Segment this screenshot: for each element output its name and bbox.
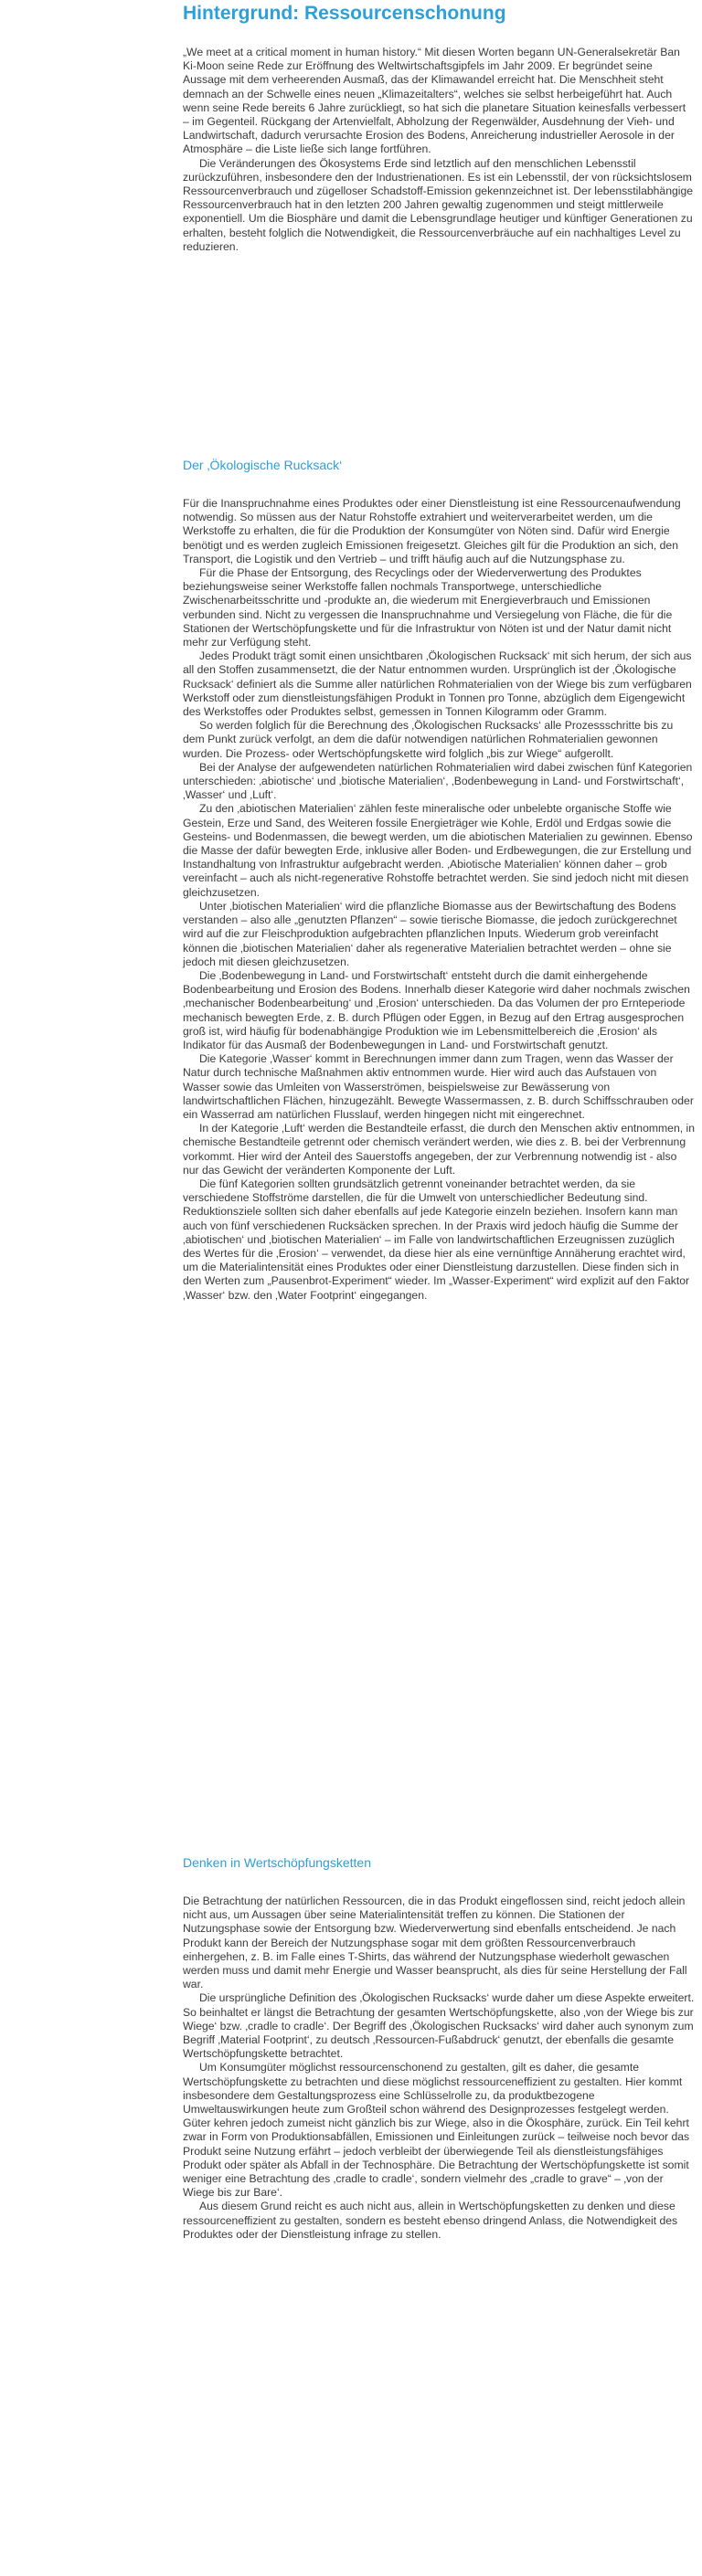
rucksack-section <box>183 457 695 1303</box>
rucksack-paragraph-11: Die fünf Kategorien sollten grundsätzlich getrennt voneinander betrachtet werden, da sie verschiedene Stoffströme darstellen, die für die Umwelt von unterschiedlicher Bedeutung sind. Reduktionsziele sollten sich daher ebenfalls auf jede Kategorie einzeln beziehen. Insofern kann man auch von fünf verschiedenen Rucksäcken sprechen. In der Praxis wird jedoch häufig die Summe der ‚abiotischen‘ und ‚biotischen Materialien‘ – im Falle von landwirtschaftlichen Erzeugnissen zuzüglich des Wertes für die ‚Erosion‘ – verwendet, da diese hier als eine vernünftige Annäherung erachtet wird, um die Materialintensität eines Produktes oder einer Dienstleistung darzustellen. Diese finden sich in den Werten zum „Pausenbrot-Experiment“ wieder. Im „Wasser-Experiment“ wird explizit auf den Faktor ‚Wasser‘ bzw. den ‚Water Footprint‘ eingegangen. <box>183 1177 690 1302</box>
rucksack-paragraph-7: Unter ‚biotischen Materialien‘ wird die pflanzliche Biomasse aus der Bewirtschaftung des Bodens verstanden – also alle „genutzten Pflanzen“ – sowie tierische Biomasse, die jedoch zurückgerechnet wird auf die zur Fleischproduktion aufgebrachten pflanzlichen Inputs. Wiederum grob vereinfacht können die ‚biotischen Materialien‘ daher als regenerative Materialien betrachtet werden – ohne sie jedoch mit diesen gleichzusetzen. <box>183 899 677 968</box>
rucksack-paragraph-5: Bei der Analyse der aufgewendeten natürlichen Rohmaterialien wird dabei zwischen fünf Kategorien unterschieden: ‚abiotische‘ und ‚biotische Materialien‘, ‚Bodenbewegung in Land- und Forstwirtschaft‘, ‚Wasser‘ und ‚Luft‘. <box>183 760 693 802</box>
rucksack-paragraph-1: Für die Inanspruchnahme eines Produktes oder einer Dienstleistung ist eine Ressourcenaufwendung notwendig. So müssen aus der Natur Rohstoffe extrahiert und weiterverarbeitet werden, um die Werkstoffe zu erhalten, die für die Produktion der Konsumgüter von Nöten sind. Dafür wird Energie benötigt und es werden zugleich Emissionen freigesetzt. Gleiches gilt für die Produktion an sich, den Transport, die Logistik und den Vertrieb – und trifft häufig auch auf die Nutzungsphase zu. <box>183 497 681 565</box>
intro-section <box>183 46 695 254</box>
rucksack-paragraph-2: Für die Phase der Entsorgung, des Recyclings oder der Wiederverwertung des Produktes beziehungsweise seiner Werkstoffe fallen nochmals Transportwege, unterschiedliche Zwischenarbeitsschritte und -produkte an, die wiederum mit Energieverbrauch und Emissionen verbunden sind. Nicht zu vergessen die Inanspruchnahme und Versiegelung von Fläche, die für die Stationen der Wertschöpfungskette und für die Infrastruktur von Nöten ist und der Natur damit nicht mehr zur Verfügung steht. <box>183 566 673 649</box>
intro-paragraph-2: Die Veränderungen des Ökosystems Erde sind letztlich auf den menschlichen Lebensstil zurückzuführen, insbesondere den der Industrienationen. Es ist ein Lebensstil, der von rücksichtslosem Ressourcenverbrauch und zügelloser Schadstoff-Emission gekennzeichnet ist. Der lebensstilabhängige Ressourcenverbrauch hat in den letzten 200 Jahren gewaltig zugenommen und steigt mittlerweile exponentiell. Um die Biosphäre und damit die Lebensgrundlage heutiger und künftiger Generationen zu erhalten, besteht folglich die Notwendigkeit, die Ressourcenverbräuche auf ein nachhaltiges Level zu reduzieren. <box>183 156 694 253</box>
rucksack-paragraph-9: Die Kategorie ‚Wasser‘ kommt in Berechnungen immer dann zum Tragen, wenn das Wasser der Natur durch technische Maßnahmen aktiv entnommen wurde. Hier wird auch das Aufstauen von Wasser sowie das Umleiten von Wasserströmen, beispielsweise zur Bewässerung von landwirtschaftlichen Flächen, hinzugezählt. Bewegte Wassermassen, z. B. durch Schiffsschrauben oder ein Wasserrad am natürlichen Flusslauf, werden hingegen nicht mit eingerechnet. <box>183 1052 694 1121</box>
value-chain-paragraph-3: Um Konsumgüter möglichst ressourcenschonend zu gestalten, gilt es daher, die gesamte Wertschöpfungskette zu betrachten und diese möglichst ressourceneffizient zu gestalten. Hier kommt insbesondere dem Gestaltungsprozess eine Schlüsselrolle zu, da produktbezogene Umweltauswirkungen heute zum Großteil schon während des Designprozesses festgelegt werden. <box>183 2061 683 2117</box>
value-chain-section <box>183 1854 695 2242</box>
rucksack-heading: Der ‚Ökologische Rucksack‘ <box>183 458 343 472</box>
value-chain-paragraph-4: Güter kehren jedoch zumeist nicht gänzlich bis zur Wiege, also in die Ökosphäre, zurück. Ein Teil kehrt zwar in Form von Produktionsabfällen, Emissionen und Einleitungen zurück – teilweise noch bevor das Produkt seine Nutzung erfährt – jedoch verbleibt der überwiegende Teil als dienstleistungsfähiges Produkt oder später als Abfall in der Technosphäre. Die Betrachtung der Wertschöpfungskette ist somit weniger eine Betrachtung des ‚cradle to cradle‘, sondern vielmehr des „cradle to grave“ – ‚von der Wiege bis zur Bare‘. <box>183 2117 690 2200</box>
intro-paragraph-1: „We meet at a critical moment in human history.“ Mit diesen Worten begann UN-Generalsekretär Ban Ki-Moon seine Rede zur Eröffnung des Weltwirtschaftsgipfels im Jahr 2009. Er begründet seine Aussage mit dem verheerenden Ausmaß, das der Klimawandel erreicht hat. Die Menschheit steht demnach an der Schwelle eines neuen „Klimazeitalters“, welches sie selbst herbeigeführt hat. Auch wenn seine Rede bereits 6 Jahre zurückliegt, so hat sich die planetare Situation keinesfalls verbessert – im Gegenteil. Rückgang der Artenvielfalt, Abholzung der Regenwälder, Ausdehnung der Vieh- und Landwirtschaft, dadurch verursachte Erosion des Bodens, Anreicherung industrieller Aerosole in der Atmosphäre – die Liste ließe sich lange fortführen. <box>183 46 686 156</box>
page-title: Hintergrund: Ressourcenschonung <box>183 3 506 24</box>
rucksack-paragraph-3: Jedes Produkt trägt somit einen unsichtbaren ‚Ökologischen Rucksack‘ mit sich herum, der sich aus all den Stoffen zusammensetzt, die der Natur entnommen wurden. Ursprünglich ist der ‚Ökologische Rucksack‘ definiert als die Summe aller natürlichen Rohmaterialien von der Wiege bis zum verfügbaren Werkstoff oder zum dienstleistungsfähigen Produkt in Tonnen pro Tonne, abzüglich dem Eigengewicht des Werkstoffes oder Produktes selbst, gemessen in Tonnen Kilogramm oder Gramm. <box>183 649 692 719</box>
rucksack-paragraph-10: In der Kategorie ‚Luft‘ werden die Bestandteile erfasst, die durch den Menschen aktiv entnommen, in chemische Bestandteile getrennt oder chemisch verändert werden, wie dies z. B. bei der Verbrennung vorkommt. Hier wird der Anteil des Sauerstoffs angegeben, der zur Verbrennung notwendig ist - also nur das Gewicht der veränderten Komponente der Luft. <box>183 1122 695 1177</box>
value-chain-paragraph-1: Die Betrachtung der natürlichen Ressourcen, die in das Produkt eingeflossen sind, reicht jedoch allein nicht aus, um Aussagen über seine Materialintensität treffen zu können. Die Stationen der Nutzungsphase sowie der Entsorgung bzw. Wiederverwertung sind ebenfalls entscheidend. Je nach Produkt kann der Bereich der Nutzungsphase sogar mit dem größten Ressourcenverbrauch einhergehen, z. B. im Falle eines T-Shirts, das während der Nutzungsphase wiederholt gewaschen werden muss und damit mehr Energie und Wasser beansprucht, als dies für seine Herstellung der Fall war. <box>183 1895 687 1991</box>
rucksack-paragraph-4: So werden folglich für die Berechnung des ‚Ökologischen Rucksacks‘ alle Prozessschritte bis zu dem Punkt zurück verfolgt, an dem die dafür notwendigen natürlichen Rohmaterialien gewonnen wurden. Die Prozess- oder Wertschöpfungskette wird folglich „bis zur Wiege“ aufgerollt. <box>183 719 674 760</box>
rucksack-paragraph-8: Die ‚Bodenbewegung in Land- und Forstwirtschaft‘ entsteht durch die damit einhergehende Bodenbearbeitung und Erosion des Bodens. Innerhalb dieser Kategorie wird daher nochmals zwischen ‚mechanischer Bodenbearbeitung‘ und ‚Erosion‘ unterschieden. Da das Volumen der pro Ernteperiode mechanisch bewegten Erde, z. B. durch Pflügen oder Eggen, in Bezug auf den Ertrag ausgesprochen groß ist, wird häufig für bodenabhängige Produktion wie im Lebensmittelbereich die ‚Erosion‘ als Indikator für das Ausmaß der Bodenbewegungen in Land- und Forstwirtschaft genutzt. <box>183 968 690 1051</box>
value-chain-heading: Denken in Wertschöpfungsketten <box>183 1855 371 1870</box>
value-chain-paragraph-5: Aus diesem Grund reicht es auch nicht aus, allein in Wertschöpfungsketten zu denken und diese ressourceneffizient zu gestalten, sondern es besteht ebenso dringend Anlass, die Notwendigkeit des Produktes oder der Dienstleistung infrage zu stellen. <box>183 2200 678 2241</box>
value-chain-paragraph-2: Die ursprüngliche Definition des ‚Ökologischen Rucksacks‘ wurde daher um diese Aspekte erweitert. So beinhaltet er längst die Betrachtung der gesamten Wertschöpfungskette, also ‚von der Wiege bis zur Wiege‘ bzw. ‚cradle to cradle‘. Der Begriff des ‚Ökologischen Rucksacks‘ wird daher auch synonym zum Begriff ‚Material Footprint‘, zu deutsch ‚Ressourcen-Fußabdruck‘ genutzt, der ebenfalls die gesamte Wertschöpfungskette betrachtet. <box>183 1991 695 2061</box>
rucksack-paragraph-6: Zu den ‚abiotischen Materialien‘ zählen feste mineralische oder unbelebte organische Stoffe wie Gestein, Erze und Sand, des Weiteren fossile Energieträger wie Kohle, Erdöl und Erdgas sowie die Gesteins- und Bodenmassen, die bewegt werden, um die abiotischen Materialien zu gewinnen. Ebenso die Masse der dafür bewegten Erde, inklusive aller Boden- und Erdbewegungen, die zur Erstellung und Instandhaltung von Infrastruktur aufgebracht werden. ‚Abiotische Materialien‘ können daher – grob vereinfacht – auch als nicht-regenerative Rohstoffe betrachtet werden. Sie sind jedoch nicht mit diesen gleichzusetzen. <box>183 802 693 899</box>
